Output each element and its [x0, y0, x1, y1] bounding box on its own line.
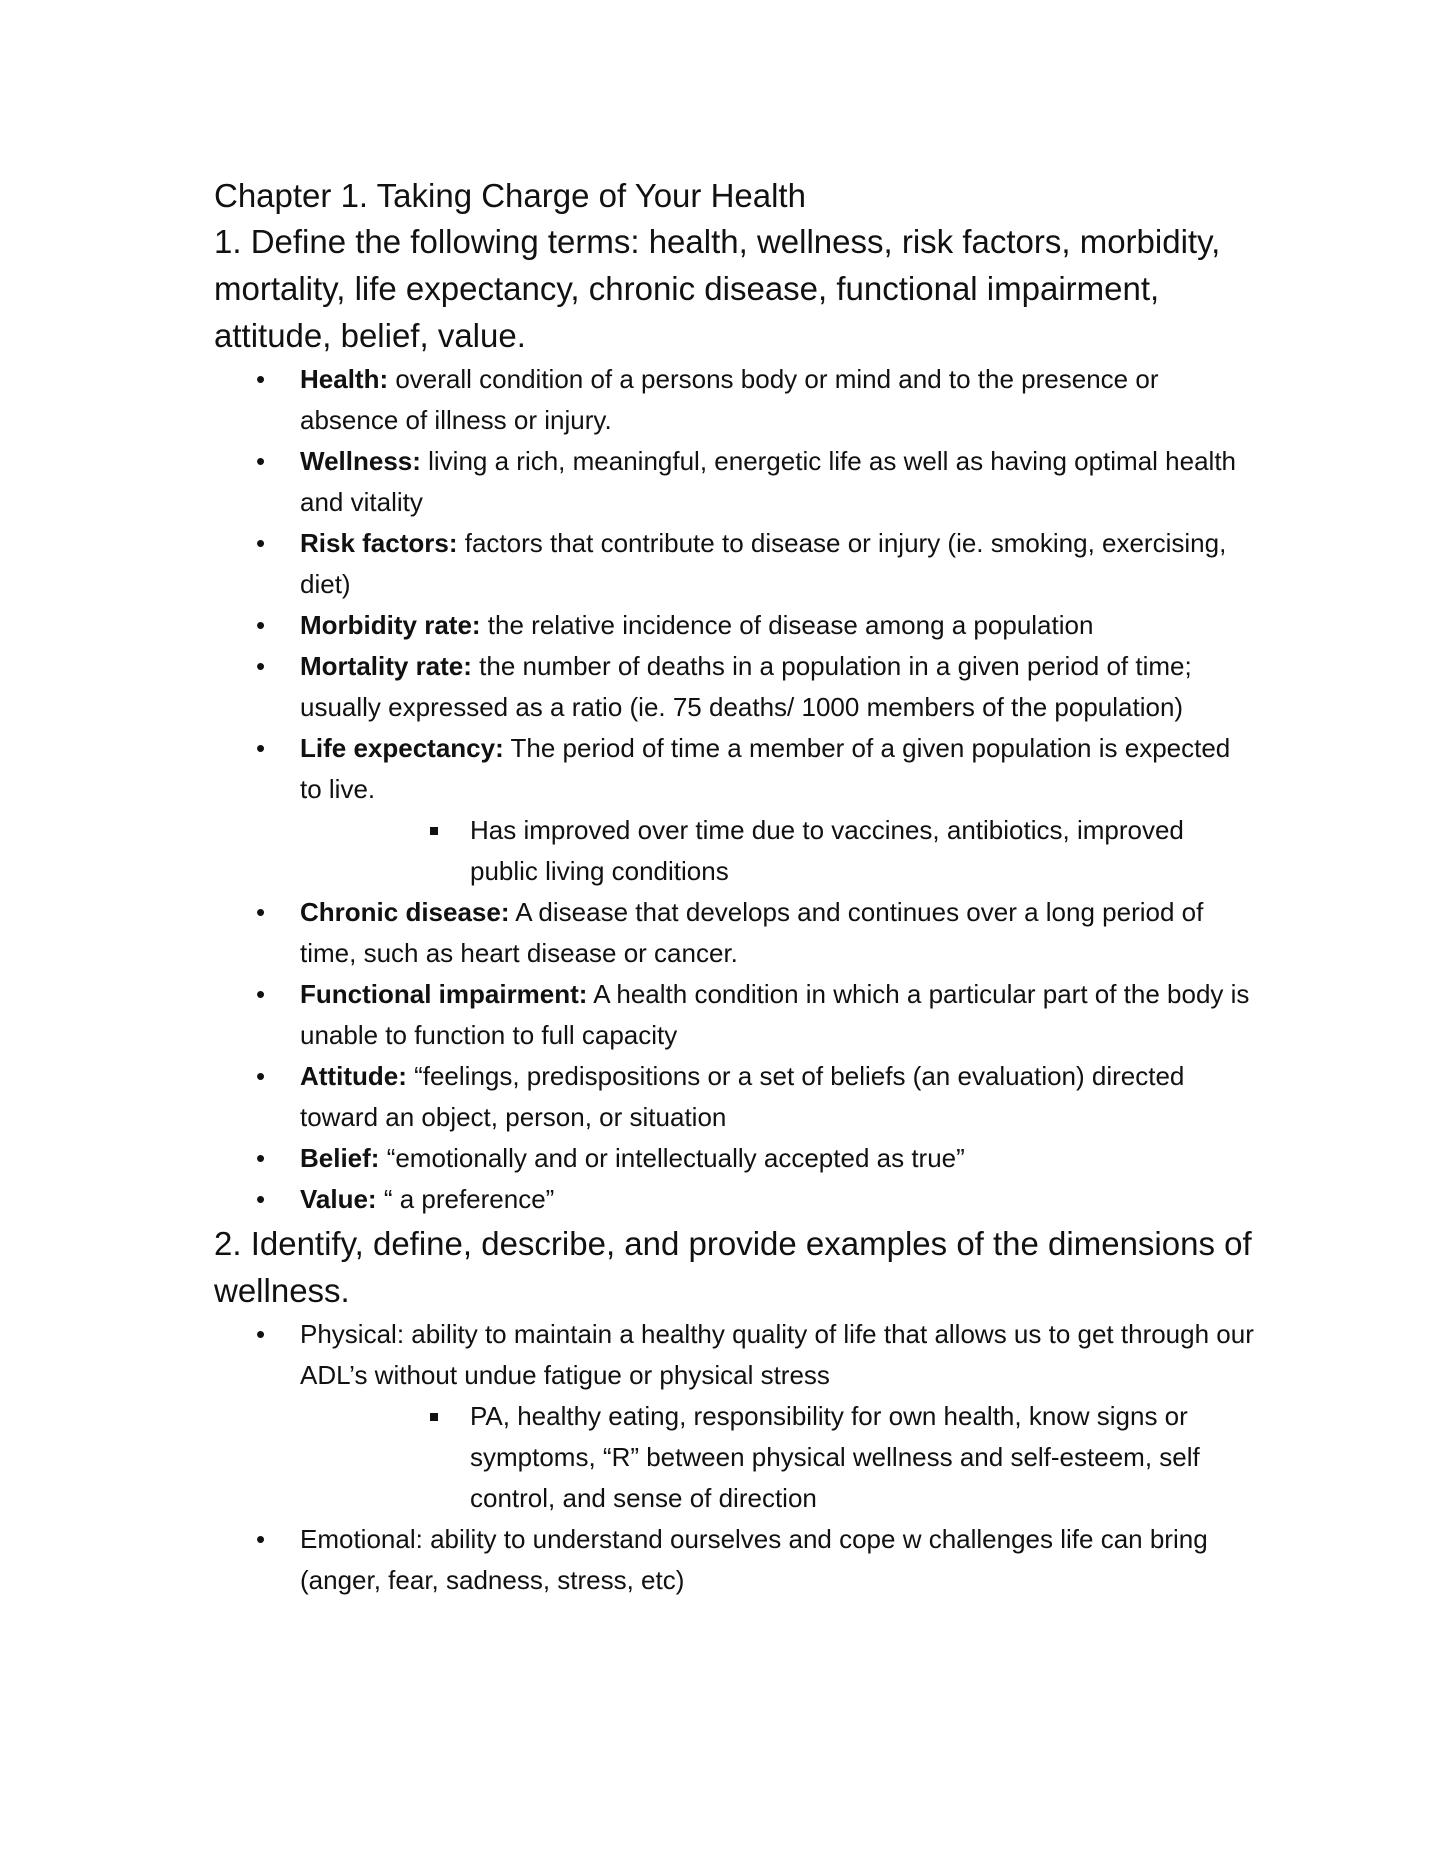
- chapter-title: Chapter 1. Taking Charge of Your Health: [214, 177, 806, 214]
- question-2: 2. Identify, define, describe, and provide examples of the dimensions of wellness.: [214, 1225, 1252, 1309]
- sub-list-life-expectancy: [214, 810, 1254, 892]
- list-item-emotional: [214, 1519, 1254, 1601]
- term-label: Mortality rate:: [300, 651, 472, 681]
- term-definition: factors that contribute to disease or injury (ie. smoking, exercising, diet): [300, 528, 1227, 599]
- square-bullet-icon: [430, 1413, 438, 1421]
- term-definition: overall condition of a persons body or mind and to the presence or absence of illness or injury.: [300, 364, 1159, 435]
- list-item-physical: [214, 1314, 1254, 1396]
- bullet-icon: •: [256, 1319, 266, 1349]
- bullet-icon: •: [256, 651, 266, 681]
- bullet-icon: •: [256, 1143, 266, 1173]
- bullet-icon: •: [256, 1524, 266, 1554]
- term-definition: “ a preference”: [376, 1184, 555, 1214]
- wellness-dimension-list-continued: [214, 1519, 1254, 1601]
- list-item-belief: [214, 1138, 1254, 1179]
- term-label: Health:: [300, 364, 389, 394]
- list-item-life-expectancy: [214, 728, 1254, 810]
- term-definition: the relative incidence of disease among a population: [480, 610, 1094, 640]
- term-label: Life expectancy:: [300, 733, 504, 763]
- document-content: [214, 174, 1254, 1601]
- sub-item-text: Has improved over time due to vaccines, antibiotics, improved public living conditions: [470, 815, 1184, 886]
- term-label: Functional impairment:: [300, 979, 588, 1009]
- term-label: Chronic disease:: [300, 897, 510, 927]
- item-text: Physical: ability to maintain a healthy quality of life that allows us to get through our ADL’s without undue fatigue or physical stress: [300, 1319, 1254, 1390]
- list-item-health: [214, 359, 1254, 441]
- list-item-wellness: [214, 441, 1254, 523]
- bullet-icon: •: [256, 364, 266, 394]
- term-definition: “emotionally and or intellectually accepted as true”: [379, 1143, 965, 1173]
- item-text: Emotional: ability to understand ourselves and cope w challenges life can bring (anger, fear, sadness, stress, etc): [300, 1524, 1208, 1595]
- term-definition: A disease that develops and continues over a long period of time, such as heart disease or cancer.: [300, 897, 1204, 968]
- bullet-icon: •: [256, 979, 266, 1009]
- list-item-functional-impairment: [214, 974, 1254, 1056]
- bullet-icon: •: [256, 446, 266, 476]
- wellness-dimension-list: [214, 1314, 1254, 1396]
- definition-list-continued: [214, 892, 1254, 1220]
- question-1: 1. Define the following terms: health, wellness, risk factors, morbidity, mortality, life expectancy, chronic disease, functional impairment, attitude, belief, value.: [214, 223, 1221, 354]
- term-definition: The period of time a member of a given population is expected to live.: [300, 733, 1231, 804]
- bullet-icon: •: [256, 528, 266, 558]
- term-definition: “feelings, predispositions or a set of beliefs (an evaluation) directed toward an object, person, or situation: [300, 1061, 1185, 1132]
- term-label: Wellness:: [300, 446, 421, 476]
- sub-item-text: PA, healthy eating, responsibility for own health, know signs or symptoms, “R” between physical wellness and self-esteem, self control, and sense of direction: [470, 1401, 1200, 1513]
- list-item-mortality-rate: [214, 646, 1254, 728]
- term-definition: living a rich, meaningful, energetic life as well as having optimal health and vitality: [300, 446, 1237, 517]
- term-label: Risk factors:: [300, 528, 458, 558]
- list-item-chronic-disease: [214, 892, 1254, 974]
- list-item-morbidity-rate: [214, 605, 1254, 646]
- sub-list-item: [214, 810, 1254, 892]
- term-label: Value:: [300, 1184, 377, 1214]
- list-item-attitude: [214, 1056, 1254, 1138]
- definition-list: [214, 359, 1254, 810]
- bullet-icon: •: [256, 1061, 266, 1091]
- bullet-icon: •: [256, 733, 266, 763]
- term-label: Morbidity rate:: [300, 610, 481, 640]
- square-bullet-icon: [430, 827, 438, 835]
- bullet-icon: •: [256, 1184, 266, 1214]
- sub-list-physical: [214, 1396, 1254, 1519]
- term-definition: the number of deaths in a population in a given period of time; usually expressed as a ratio (ie. 75 deaths/ 1000 members of the population): [300, 651, 1192, 722]
- bullet-icon: •: [256, 610, 266, 640]
- sub-list-item: [214, 1396, 1254, 1519]
- bullet-icon: •: [256, 897, 266, 927]
- list-item-risk-factors: [214, 523, 1254, 605]
- term-label: Attitude:: [300, 1061, 407, 1091]
- list-item-value: [214, 1179, 1254, 1220]
- term-definition: A health condition in which a particular part of the body is unable to function to full capacity: [300, 979, 1250, 1050]
- term-label: Belief:: [300, 1143, 380, 1173]
